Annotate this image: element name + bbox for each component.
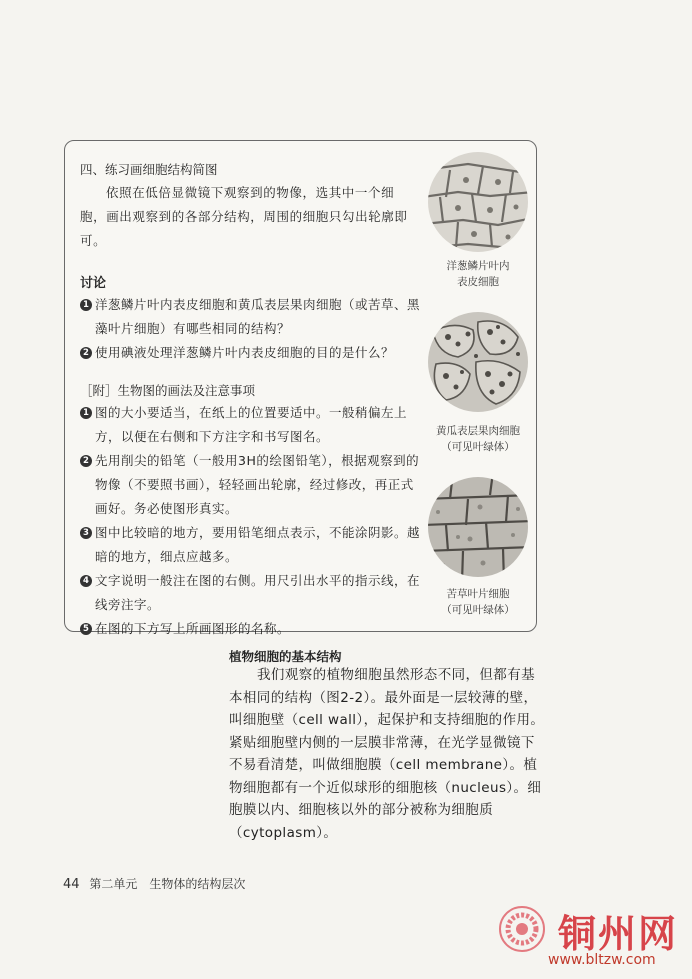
caption-line: （可见叶绿体） (441, 604, 515, 616)
section-paragraph: 依照在低倍显微镜下观察到的物像，选其中一个细胞，画出观察到的各部分结构，周围的细胞只勾出轮廓即可。 (80, 185, 408, 248)
appendix-item (80, 401, 420, 449)
number-badge: 1 (80, 407, 92, 419)
chapter-title: 第二单元 生物体的结构层次 (89, 877, 246, 891)
number-badge: 2 (80, 347, 92, 359)
caption-line: 黄瓜表层果肉细胞 (436, 425, 520, 437)
discussion-item-text: 洋葱鳞片叶内表皮细胞和黄瓜表层果肉细胞（或苦草、黑藻叶片细胞）有哪些相同的结构？ (95, 297, 421, 336)
appendix-item-text: 先用削尖的铅笔（一般用3H的绘图铅笔），根据观察到的物像（不要照书画），轻轻画出轮廓，经过修改，再正式画好。务必使图形真实。 (95, 453, 420, 516)
appendix-title: ［附］生物图的画法及注意事项 (80, 383, 256, 398)
number-badge: 3 (80, 527, 92, 539)
page-number: 44 (63, 877, 80, 892)
figure-caption (418, 258, 538, 290)
caption-line: 苦草叶片细胞 (446, 588, 510, 600)
discussion-list (80, 293, 420, 365)
watermark-logo-icon (498, 905, 546, 953)
discussion-item (80, 341, 420, 365)
number-badge: 1 (80, 299, 92, 311)
caption-line: 洋葱鳞片叶内 (446, 260, 510, 272)
subsection-title: 植物细胞的基本结构 (229, 649, 342, 664)
figure-caption (418, 586, 538, 618)
discussion-title: 讨论 (80, 276, 107, 291)
appendix-item-text: 图中比较暗的地方，要用铅笔细点表示，不能涂阴影。越暗的地方，细点应越多。 (95, 525, 421, 564)
appendix-item (80, 569, 420, 617)
appendix-list (80, 401, 420, 641)
appendix-item (80, 521, 420, 569)
page-footer (63, 875, 245, 892)
onion-cell-micrograph (428, 152, 528, 252)
number-badge: 5 (80, 623, 92, 635)
appendix-item-text: 图的大小要适当，在纸上的位置要适中。一般稍偏左上方，以便在右侧和下方注字和书写图名。 (95, 405, 408, 444)
eelgrass-cell-micrograph (428, 477, 528, 577)
caption-line: 表皮细胞 (457, 276, 499, 288)
watermark-name: 铜州网 (558, 911, 679, 956)
body-paragraph: 我们观察的植物细胞虽然形态不同，但都有基本相同的结构（图2-2）。最外面是一层较薄的壁，叫细胞壁（cell wall），起保护和支持细胞的作用。紧贴细胞壁内侧的一层膜非常薄，在光学显微镜下不易看清楚，叫做细胞膜（cell membrane）。植物细胞都有一个近似球形的细胞核（nucleus）。细胞膜以内、细胞核以外的部分被称为细胞质（cytoplasm）。 (229, 667, 545, 841)
appendix-item (80, 617, 420, 641)
appendix-item (80, 449, 420, 521)
number-badge: 2 (80, 455, 92, 467)
appendix-item-text: 在图的下方写上所画图形的名称。 (95, 621, 291, 636)
number-badge: 4 (80, 575, 92, 587)
discussion-item-text: 使用碘液处理洋葱鳞片叶内表皮细胞的目的是什么？ (95, 345, 395, 360)
figure-caption (418, 423, 538, 455)
cucumber-cell-micrograph (428, 312, 528, 412)
watermark-url: www.bltzw.com (548, 952, 656, 968)
appendix-item-text: 文字说明一般注在图的右侧。用尺引出水平的指示线，在线旁注字。 (95, 573, 421, 612)
caption-line: （可见叶绿体） (441, 441, 515, 453)
discussion-item (80, 293, 420, 341)
section-title: 四、练习画细胞结构简图 (80, 162, 218, 177)
